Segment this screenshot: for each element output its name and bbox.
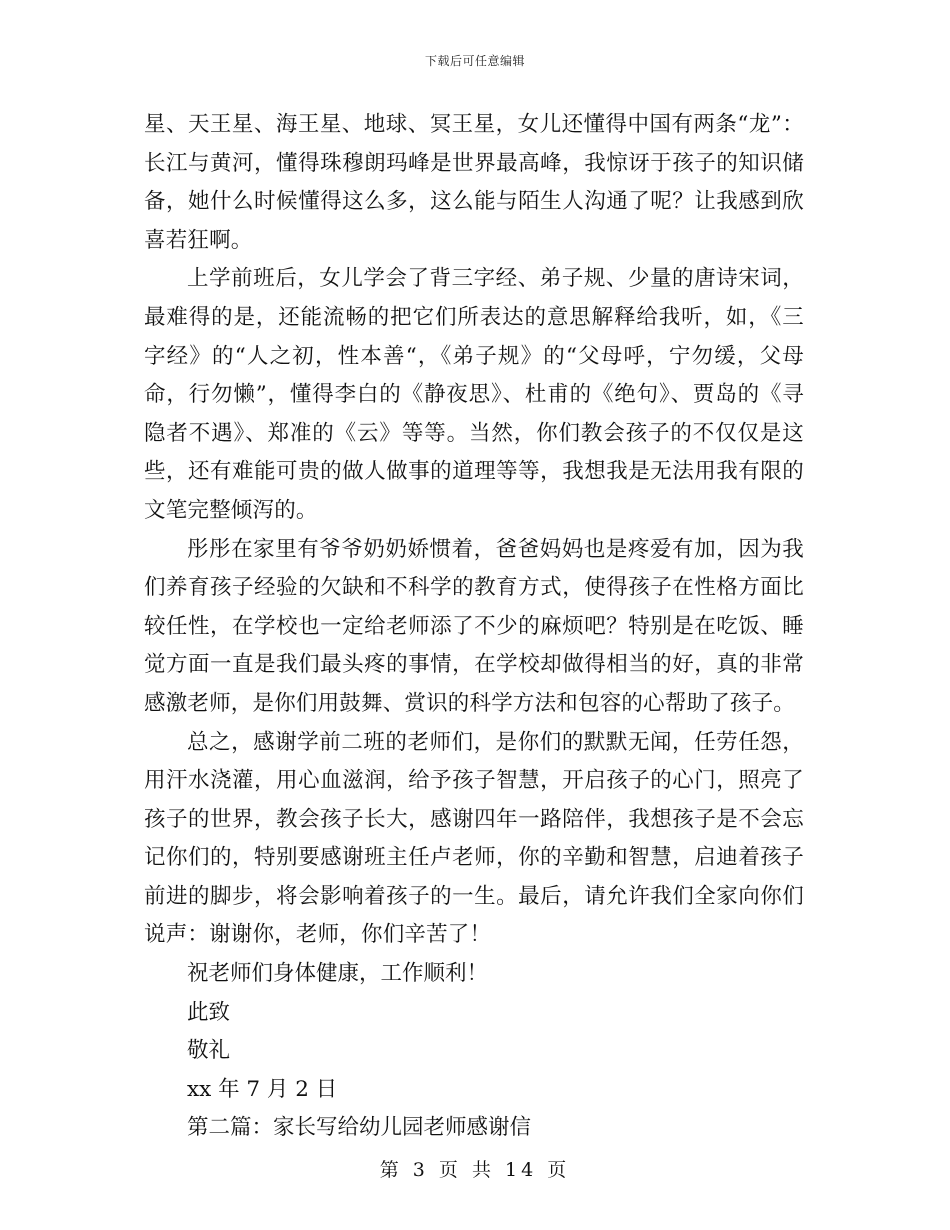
paragraph-preschool: 上学前班后，女儿学会了背三字经、弟子规、少量的唐诗宋词，最难得的是，还能流畅的把它们所表达的意思解释给我听，如，《三字经》的“人之初，性本善“，《弟子规》的“父母呼，宁勿缓，父母命，行勿懒”，懂得李白的《静夜思》、杜甫的《绝句》、贾岛的《寻隐者不遇》、郑准的《云》等等。当然，你们教会孩子的不仅仅是这些，还有难能可贵的做人做事的道理等等，我想我是无法用我有限的文笔完整倾泻的。 (144, 266, 804, 523)
page-header: 下载后可任意编辑 (424, 54, 525, 68)
page-number-footer: 第 3 页 共 14 页 (379, 1159, 571, 1181)
next-section-title: 第二篇：家长写给幼儿园老师感谢信 (187, 1115, 532, 1141)
paragraph-home-habits: 彤彤在家里有爷爷奶奶娇惯着，爸爸妈妈也是疼爱有加，因为我们养育孩子经验的欠缺和不科学的教育方式，使得孩子在性格方面比较任性，在学校也一定给老师添了不少的麻烦吧？特别是在吃饭、睡觉方面一直是我们最头疼的事情，在学校却做得相当的好，真的非常感激老师，是你们用鼓舞、赏识的科学方法和包容的心帮助了孩子。 (144, 536, 804, 716)
paragraph-conclusion: 总之，感谢学前二班的老师们，是你们的默默无闻，任劳任怨，用汗水浇灌，用心血滋润，给予孩子智慧，开启孩子的心门，照亮了孩子的世界，教会孩子长大，感谢四年一路陪伴，我想孩子是不会忘记你们的，特别要感谢班主任卢老师，你的辛勤和智慧，启迪着孩子前进的脚步，将会影响着孩子的一生。最后，请允许我们全家向你们说声：谢谢你，老师，你们辛苦了！ (144, 729, 804, 948)
salutation-jingli: 敬礼 (187, 1038, 231, 1064)
document-body (144, 106, 804, 1148)
paragraph-continuation: 星、天王星、海王星、地球、冥王星，女儿还懂得中国有两条“龙”：长江与黄河，懂得珠穆朗玛峰是世界最高峰，我惊讶于孩子的知识储备，她什么时候懂得这么多，这么能与陌生人沟通了呢？让我感到欣喜若狂啊。 (144, 112, 804, 253)
closing-wish: 祝老师们身体健康，工作顺利！ (187, 961, 489, 987)
letter-date: xx 年 7 月 2 日 (187, 1076, 338, 1102)
salutation-cizhi: 此致 (187, 999, 231, 1025)
